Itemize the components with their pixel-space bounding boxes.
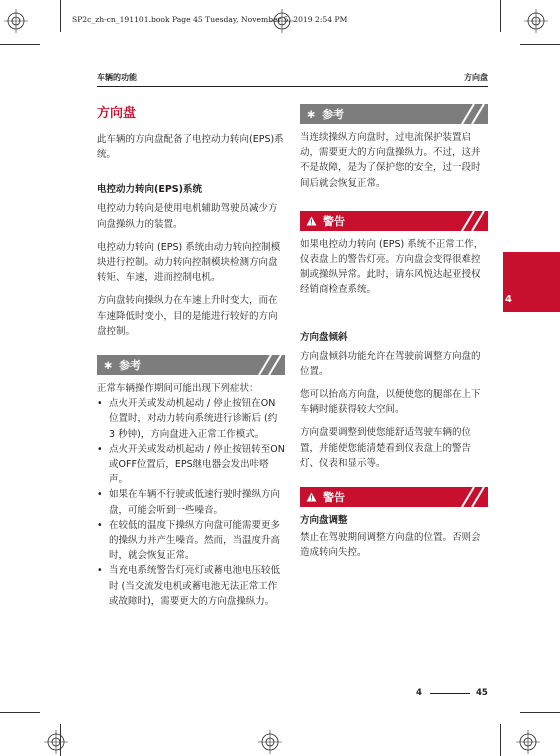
warning-triangle-icon [306,492,317,502]
registration-mark-icon [258,730,282,754]
warning-banner [300,487,488,507]
note-label: 参考 [119,359,142,373]
intro-paragraph: 此车辆的方向盘配备了电控动力转向(EPS)系统。 [97,134,284,161]
chapter-tab [503,252,560,312]
symptom-list [97,396,285,609]
trim-mark [0,44,40,45]
trim-mark [60,724,61,756]
warning-label: 警告 [323,491,345,505]
stripe-decoration-icon [440,487,488,507]
warning-triangle-icon [306,216,317,226]
running-head-section: 车辆的功能 [97,73,137,82]
page-number: 45 [476,688,488,698]
warning-banner [300,211,488,231]
left-column [97,104,285,609]
right-column [300,104,488,560]
list-item: • 点火开关或发动机起动 / 停止按钮转至ON或OFF位置后，EPS继电器会发出咔嗒声。 [97,442,285,488]
note-banner [300,104,488,124]
footer-rule [430,693,470,694]
asterisk-icon: ∗ [103,358,114,373]
eps-paragraph: 电控动力转向是使用电机辅助驾驶员减少方向盘操纵力的装置。 [97,203,278,230]
registration-mark-icon [4,9,28,33]
footer-chapter-number: 4 [416,688,422,698]
list-item: • 在较低的温度下操纵方向盘可能需要更多的操纵力并产生噪音。然而，当温度升高时，就会恢复正常。 [97,518,285,564]
tilt-paragraph: 方向盘要调整到使您能舒适驾驶车辆的位置，并能使您能清楚看到仪表盘上的警告灯、仪表和显示等。 [300,427,472,469]
registration-mark-icon [44,730,68,754]
registration-mark-icon [524,9,548,33]
note-banner [97,355,285,375]
eps-paragraph: 方向盘转向操纵力在车速上升时变大，而在车速降低时变小，目的是能进行较好的方向盘控制。 [97,295,278,337]
warning-label: 警告 [323,214,345,228]
trim-mark [500,0,501,32]
note-label: 参考 [322,108,345,121]
tilt-heading: 方向盘倾斜 [300,331,348,343]
adjust-heading: 方向盘调整 [300,515,348,527]
print-slug: SP2c_zh-cn_191101.book Page 45 Tuesday, November 5, 2019 2:54 PM [72,15,348,24]
chapter-tab-number: 4 [505,294,512,305]
warning-paragraph: 如果电控动力转向 (EPS) 系统不正常工作，仪表盘上的警告灯亮。方向盘会变得很难控制或操纵异常。此时，请东风悦达起亚授权经销商检查系统。 [300,238,484,296]
list-item: • 当充电系统警告灯亮灯或蓄电池电压较低时 (当交流发电机或蓄电池无法正常工作或故障时)，需要更大的方向盘操纵力。 [97,563,285,609]
asterisk-icon: ∗ [306,107,317,121]
list-item: • 如果在车辆不行驶或低速行驶时操纵方向盘，可能会听到一些噪音。 [97,487,285,517]
trim-mark [500,724,501,756]
trim-mark [0,712,40,713]
registration-mark-icon [516,730,540,754]
trim-mark [520,712,560,713]
registration-mark-icon [270,9,294,33]
running-head-topic: 方向盘 [464,73,488,82]
note-paragraph: 当连续操纵方向盘时，过电流保护装置启动，需要更大的方向盘操纵力。不过，这并不是故障，是为了保护您的安全，过一段时间后就会恢复正常。 [300,132,481,189]
tilt-paragraph: 方向盘倾斜功能允许在驾驶前调整方向盘的位置。 [300,350,481,377]
stripe-decoration-icon [440,104,488,124]
stripe-decoration-icon [237,355,285,375]
tilt-paragraph: 您可以抬高方向盘，以便使您的腿部在上下车辆时能获得较大空间。 [300,389,481,416]
adjust-paragraph: 禁止在驾驶期间调整方向盘的位置。否则会造成转向失控。 [300,532,481,559]
eps-paragraph: 电控动力转向 (EPS) 系统由动力转向控制模块进行控制。动力转向控制模块检测方向盘转矩、车速，进而控制电机。 [97,241,281,284]
header-rule [97,86,488,87]
trim-mark [520,44,560,45]
eps-heading: 电控动力转向(EPS)系统 [97,184,202,196]
stripe-decoration-icon [440,211,488,231]
note-lead: 正常车辆操作期间可能出现下列症状： [97,383,259,395]
page-title: 方向盘 [97,106,137,121]
trim-mark [60,0,61,32]
list-item: • 点火开关或发动机起动 / 停止按钮在ON 位置时，对动力转向系统进行诊断后 (约 3 秒钟)，方向盘进入正常工作模式。 [97,396,285,442]
